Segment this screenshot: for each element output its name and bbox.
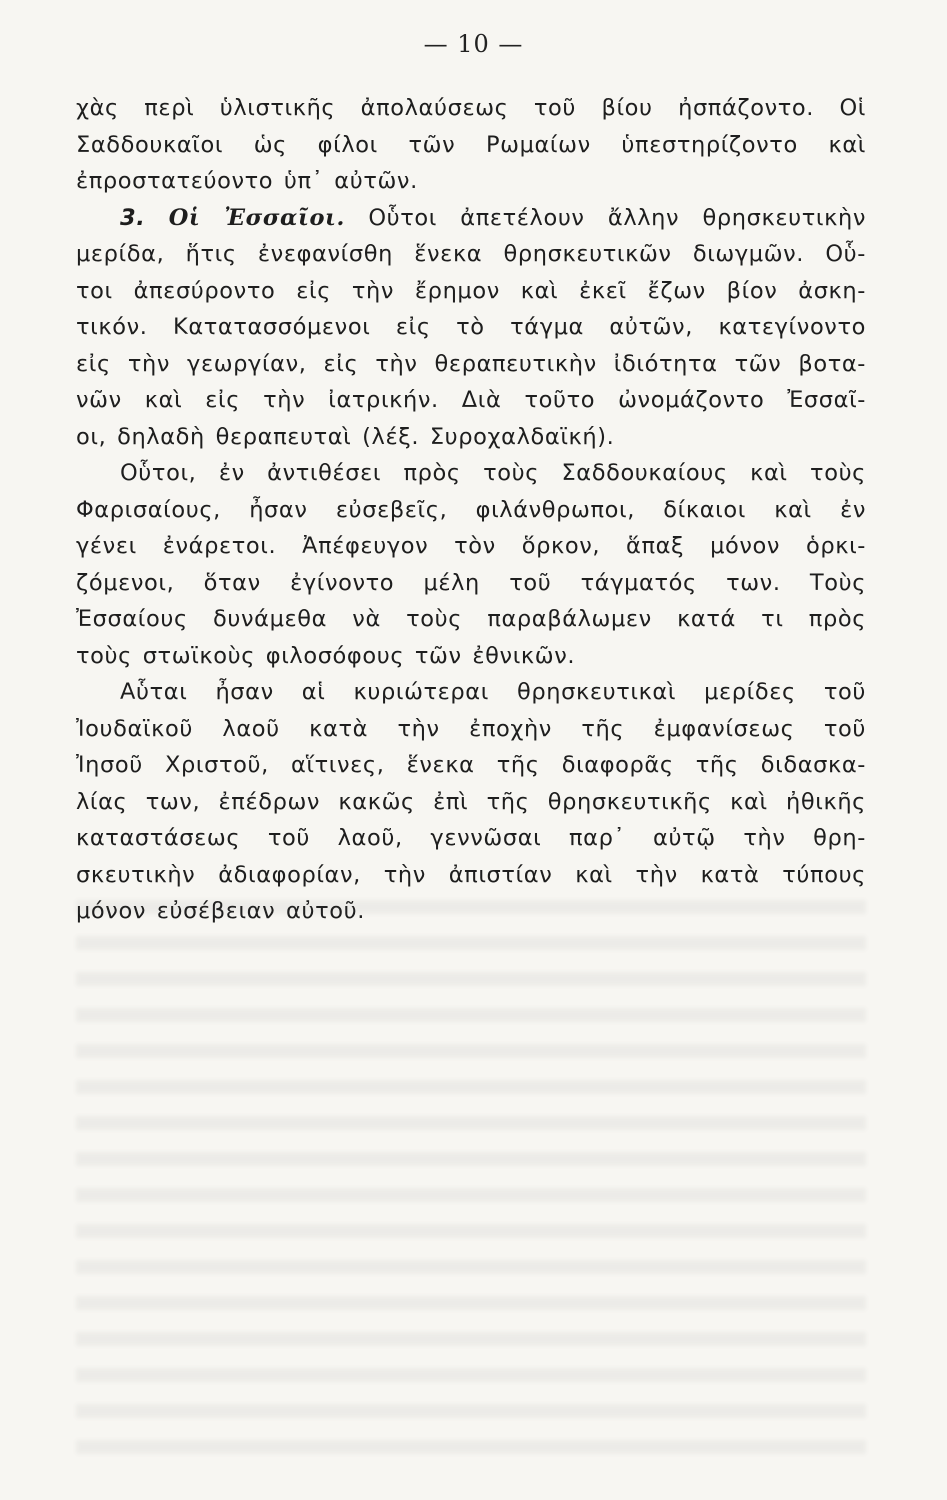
text-line: ἐπροστατεύοντο ὑπ᾽ αὐτῶν.	[76, 168, 418, 194]
text-segment: Οὗτοι ἀπετέλουν ἄλλην θρησκευτικὴν	[368, 204, 866, 231]
section-title: Οἱ Ἐσσαῖοι.	[168, 204, 345, 231]
show-through-texture	[76, 900, 866, 1460]
text-line: γένει ἐνάρετοι. Ἀπέφευγον τὸν ὅρκον, ἅπαξ μόνον ὁρκι-	[76, 533, 866, 559]
text-line: εἰς τὴν γεωργίαν, εἰς τὴν θεραπευτικὴν ἰδιότητα τῶν βοτα-	[76, 350, 866, 377]
text-line: τικόν. Κατατασσόμενοι εἰς τὸ τάγμα αὐτῶν, κατεγίνοντο	[76, 314, 866, 340]
body-text	[76, 90, 866, 930]
text-line: Οὗτοι, ἐν ἀντιθέσει πρὸς τοὺς Σαδδουκαίους καὶ τοὺς	[120, 460, 866, 486]
text-line: τοι ἀπεσύροντο εἰς τὴν ἔρημον καὶ ἐκεῖ ἔζων βίον ἀσκη-	[76, 277, 866, 304]
text-line: ζόμενοι, ὅταν ἐγίνοντο μέλη τοῦ τάγματός των. Τοὺς	[76, 569, 866, 596]
text-line: Ἰουδαϊκοῦ λαοῦ κατὰ τὴν ἐποχὴν τῆς ἐμφανίσεως τοῦ	[76, 715, 866, 742]
text-line: Φαρισαίους, ἦσαν εὐσεβεῖς, φιλάνθρωποι, δίκαιοι καὶ ἐν	[76, 496, 866, 523]
text-line: σκευτικὴν ἀδιαφορίαν, τὴν ἀπιστίαν καὶ τὴν κατὰ τύπους	[76, 861, 866, 888]
text-line: νῶν καὶ εἰς τὴν ἰατρικήν. Διὰ τοῦτο ὠνομάζοντο Ἐσσαῖ-	[76, 387, 866, 413]
text-line: καταστάσεως τοῦ λαοῦ, γεννῶσαι παρ᾽ αὐτῷ τὴν θρη-	[76, 825, 866, 851]
text-line: Ἰησοῦ Χριστοῦ, αἵτινες, ἕνεκα τῆς διαφορᾶς τῆς διδασκα-	[76, 752, 866, 778]
text-line: τοὺς στωϊκοὺς φιλοσόφους τῶν ἐθνικῶν.	[76, 642, 576, 669]
text-line: Σαδδουκαῖοι ὡς φίλοι τῶν Ρωμαίων ὑπεστηρίζοντο καὶ	[76, 131, 866, 158]
text-line: λίας των, ἐπέδρων κακῶς ἐπὶ τῆς θρησκευτικῆς καὶ ἠθικῆς	[76, 788, 866, 815]
text-line: Ἐσσαίους δυνάμεθα νὰ τοὺς παραβάλωμεν κατά τι πρὸς	[76, 606, 866, 632]
text-line: μερίδα, ἥτις ἐνεφανίσθη ἕνεκα θρησκευτικῶν διωγμῶν. Οὗ-	[76, 241, 866, 267]
text-line: χὰς περὶ ὑλιστικῆς ἀπολαύσεως τοῦ βίου ἠσπάζοντο. Οἱ	[76, 95, 866, 121]
text-line: Αὗται ἦσαν αἱ κυριώτεραι θρησκευτικαὶ μερίδες τοῦ	[120, 679, 866, 705]
page-number: — 10 —	[423, 30, 524, 58]
text-line: μόνον εὐσέβειαν αὐτοῦ.	[76, 898, 365, 924]
section-heading-line	[76, 200, 866, 237]
text-line: οι, δηλαδὴ θεραπευταὶ (λέξ. Συροχαλδαϊκή).	[76, 423, 615, 450]
section-number: 3.	[120, 204, 146, 231]
